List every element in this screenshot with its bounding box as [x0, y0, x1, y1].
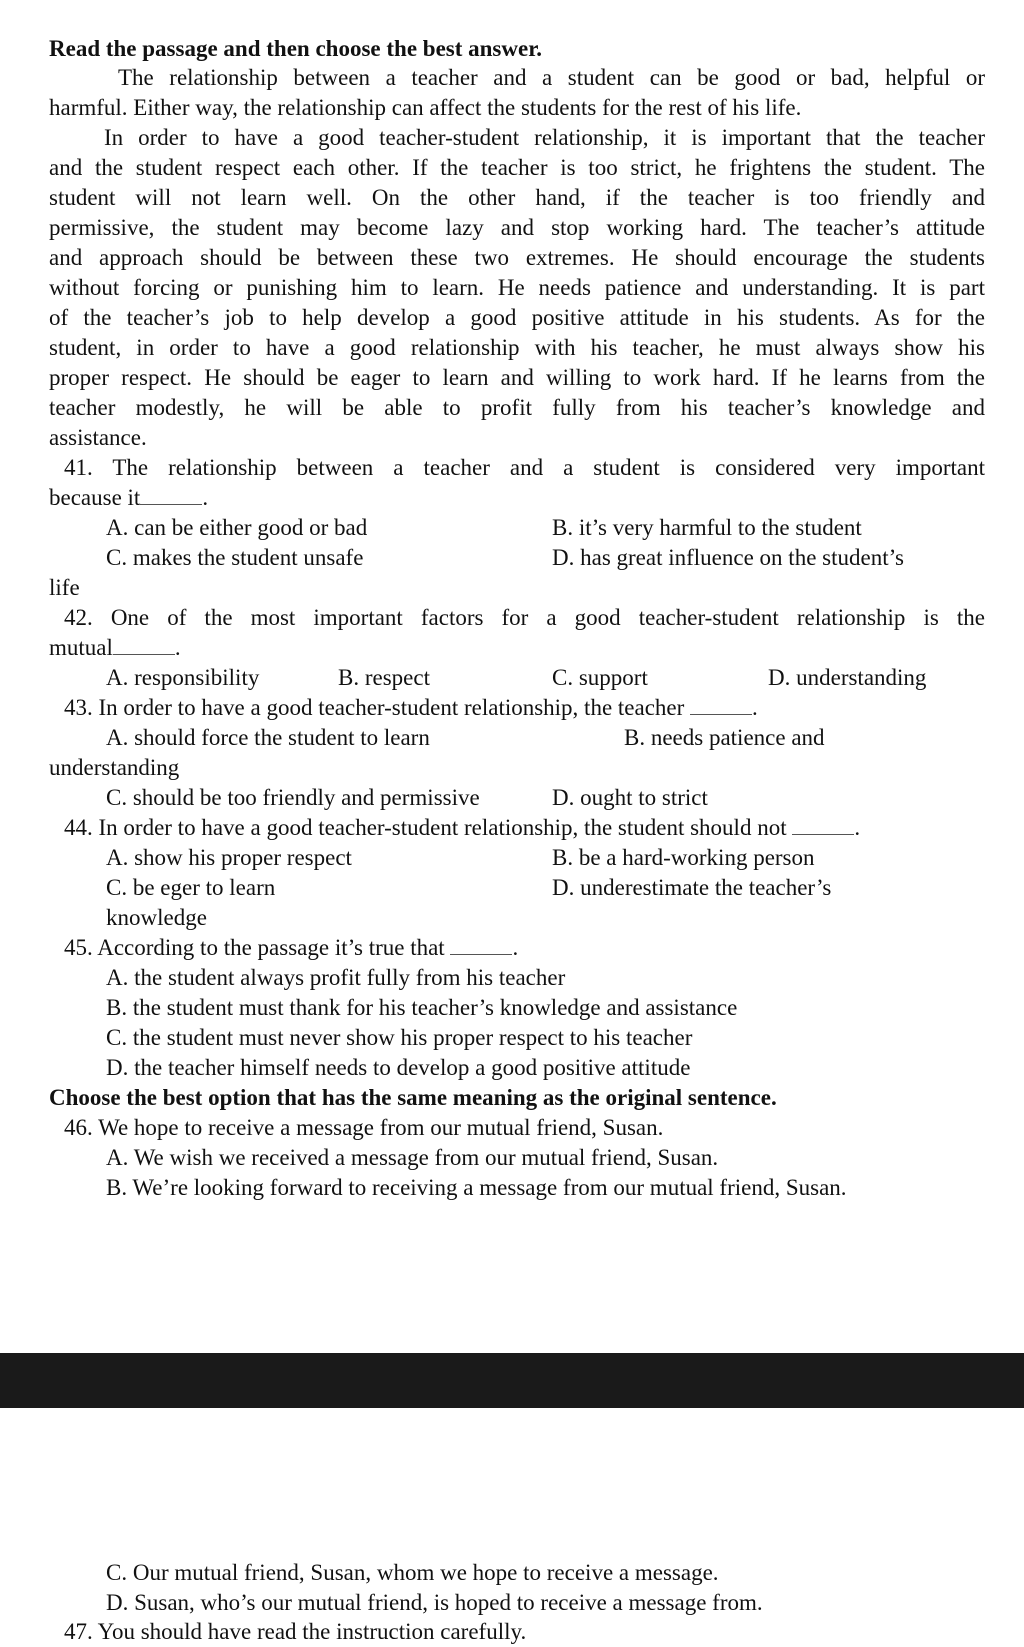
passage-line: proper respect. He should be eager to learn and willing to work hard. If he learns from the — [49, 365, 985, 390]
question-41-stem-cont: because it . — [49, 485, 209, 510]
section-heading-transformation: Choose the best option that has the same meaning as the original sentence. — [49, 1085, 777, 1110]
passage-line: harmful. Either way, the relationship can affect the students for the rest of his life. — [49, 95, 802, 120]
option-41-a: A. can be either good or bad — [106, 515, 368, 540]
option-43-a: A. should force the student to learn — [106, 725, 430, 750]
option-46-c: C. Our mutual friend, Susan, whom we hope to receive a message. — [106, 1560, 719, 1585]
question-43-stem: 43. In order to have a good teacher-student relationship, the teacher . — [64, 695, 758, 720]
option-46-b: B. We’re looking forward to receiving a message from our mutual friend, Susan. — [106, 1175, 847, 1200]
answer-blank — [450, 936, 512, 955]
question-46-stem: 46. We hope to receive a message from our mutual friend, Susan. — [64, 1115, 664, 1140]
option-44-c: C. be eger to learn — [106, 875, 276, 900]
option-41-b: B. it’s very harmful to the student — [552, 515, 862, 540]
option-42-c: C. support — [552, 665, 648, 690]
option-41-c: C. makes the student unsafe — [106, 545, 364, 570]
passage-line: student, in order to have a good relationship with his teacher, he must always show his — [49, 335, 985, 360]
passage-line: of the teacher’s job to help develop a good positive attitude in his students. As for the — [49, 305, 985, 330]
option-44-d-cont: knowledge — [106, 905, 207, 930]
redaction-bar — [0, 1353, 1024, 1408]
question-42-stem: 42. One of the most important factors for a good teacher-student relationship is the — [64, 605, 985, 630]
question-47-stem: 47. You should have read the instruction carefully. — [64, 1619, 527, 1644]
option-41-d-cont: life — [49, 575, 80, 600]
question-45-stem: 45. According to the passage it’s true that . — [64, 935, 519, 960]
option-43-b-cont: understanding — [49, 755, 180, 780]
option-45-b: B. the student must thank for his teacher’s knowledge and assistance — [106, 995, 738, 1020]
option-42-a: A. responsibility — [106, 665, 260, 690]
option-46-a: A. We wish we received a message from our mutual friend, Susan. — [106, 1145, 719, 1170]
answer-blank — [690, 696, 752, 715]
passage-line: assistance. — [49, 425, 147, 450]
answer-blank — [792, 816, 854, 835]
passage-line: In order to have a good teacher-student relationship, it is important that the teacher — [104, 125, 985, 150]
option-44-b: B. be a hard-working person — [552, 845, 815, 870]
question-42-stem-cont: mutual . — [49, 635, 181, 660]
question-41-stem: 41. The relationship between a teacher and a student is considered very important — [64, 455, 985, 480]
answer-blank — [140, 486, 202, 505]
option-45-a: A. the student always profit fully from his teacher — [106, 965, 566, 990]
option-41-d: D. has great influence on the student’s — [552, 545, 904, 570]
passage-line: and approach should be between these two extremes. He should encourage the students — [49, 245, 985, 270]
passage-line: permissive, the student may become lazy and stop working hard. The teacher’s attitude — [49, 215, 985, 240]
question-44-stem: 44. In order to have a good teacher-student relationship, the student should not . — [64, 815, 861, 840]
option-42-b: B. respect — [338, 665, 430, 690]
option-44-d: D. underestimate the teacher’s — [552, 875, 832, 900]
option-42-d: D. understanding — [768, 665, 927, 690]
section-heading-reading: Read the passage and then choose the best answer. — [49, 36, 543, 61]
answer-blank — [113, 636, 175, 655]
passage-line: The relationship between a teacher and a student can be good or bad, helpful or — [118, 65, 985, 90]
option-45-c: C. the student must never show his proper respect to his teacher — [106, 1025, 693, 1050]
passage-line: teacher modestly, he will be able to profit fully from his teacher’s knowledge and — [49, 395, 985, 420]
passage-line: without forcing or punishing him to learn. He needs patience and understanding. It is part — [49, 275, 985, 300]
option-43-d: D. ought to strict — [552, 785, 708, 810]
option-46-d: D. Susan, who’s our mutual friend, is hoped to receive a message from. — [106, 1590, 763, 1615]
option-43-b: B. needs patience and — [624, 725, 825, 750]
passage-line: and the student respect each other. If the teacher is too strict, he frightens the student. The — [49, 155, 985, 180]
option-45-d: D. the teacher himself needs to develop a good positive attitude — [106, 1055, 691, 1080]
passage-line: student will not learn well. On the other hand, if the teacher is too friendly and — [49, 185, 985, 210]
option-44-a: A. show his proper respect — [106, 845, 352, 870]
option-43-c: C. should be too friendly and permissive — [106, 785, 480, 810]
